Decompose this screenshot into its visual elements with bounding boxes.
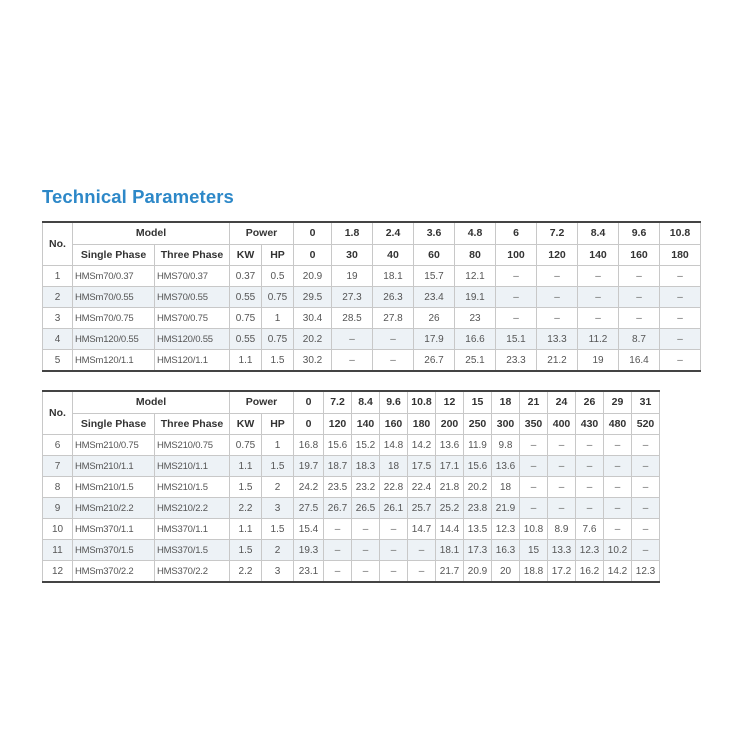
head-value: – xyxy=(578,287,619,308)
flow-header-bottom: 140 xyxy=(352,413,380,435)
head-value: 26 xyxy=(414,308,455,329)
flow-header-bottom: 520 xyxy=(632,413,660,435)
head-value: 15.6 xyxy=(464,456,492,477)
head-value: 19 xyxy=(332,266,373,287)
flow-header-bottom: 200 xyxy=(436,413,464,435)
flow-header-top: 3.6 xyxy=(414,222,455,244)
head-value: – xyxy=(632,498,660,519)
row-number: 6 xyxy=(43,435,73,456)
head-value: 19.7 xyxy=(294,456,324,477)
head-value: – xyxy=(520,477,548,498)
head-value: – xyxy=(520,435,548,456)
head-value: 18.1 xyxy=(436,540,464,561)
row-number: 1 xyxy=(43,266,73,287)
hp-header: HP xyxy=(262,413,294,435)
kw-value: 1.1 xyxy=(230,456,262,477)
flow-header-top: 29 xyxy=(604,391,632,413)
head-value: – xyxy=(352,519,380,540)
three-phase-model: HMS370/1.5 xyxy=(155,540,230,561)
table-row xyxy=(43,329,701,350)
head-value: 23.4 xyxy=(414,287,455,308)
head-value: 25.2 xyxy=(436,498,464,519)
head-value: 17.2 xyxy=(548,561,576,583)
head-value: – xyxy=(380,561,408,583)
head-value: – xyxy=(373,350,414,372)
head-value: – xyxy=(332,350,373,372)
single-phase-model: HMSm210/0.75 xyxy=(73,435,155,456)
three-phase-model: HMS70/0.37 xyxy=(155,266,230,287)
head-value: 21.2 xyxy=(537,350,578,372)
hp-value: 0.75 xyxy=(262,287,294,308)
flow-header-top: 8.4 xyxy=(578,222,619,244)
flow-header-bottom: 300 xyxy=(492,413,520,435)
head-value: 14.2 xyxy=(408,435,436,456)
head-value: 8.9 xyxy=(548,519,576,540)
flow-header-bottom: 120 xyxy=(537,244,578,266)
head-value: 18.8 xyxy=(520,561,548,583)
head-value: – xyxy=(604,456,632,477)
head-value: – xyxy=(373,329,414,350)
head-value: – xyxy=(604,435,632,456)
three-phase-header: Three Phase xyxy=(155,413,230,435)
head-value: 27.8 xyxy=(373,308,414,329)
hp-value: 0.75 xyxy=(262,329,294,350)
head-value: 27.3 xyxy=(332,287,373,308)
head-value: 30.2 xyxy=(294,350,332,372)
row-number: 2 xyxy=(43,287,73,308)
head-value: 15.1 xyxy=(496,329,537,350)
head-value: 19.1 xyxy=(455,287,496,308)
kw-value: 2.2 xyxy=(230,561,262,583)
head-value: 13.3 xyxy=(537,329,578,350)
kw-value: 0.75 xyxy=(230,308,262,329)
head-value: – xyxy=(632,477,660,498)
head-value: – xyxy=(576,498,604,519)
flow-header-bottom: 180 xyxy=(408,413,436,435)
head-value: – xyxy=(332,329,373,350)
flow-header-top: 24 xyxy=(548,391,576,413)
head-value: 23.1 xyxy=(294,561,324,583)
head-value: 26.1 xyxy=(380,498,408,519)
flow-header-top: 15 xyxy=(464,391,492,413)
single-phase-model: HMSm70/0.75 xyxy=(73,308,155,329)
head-value: 20.2 xyxy=(294,329,332,350)
table-row xyxy=(43,435,660,456)
three-phase-model: HMS210/2.2 xyxy=(155,498,230,519)
head-value: 9.8 xyxy=(492,435,520,456)
flow-header-bottom: 140 xyxy=(578,244,619,266)
kw-value: 0.37 xyxy=(230,266,262,287)
flow-header-bottom: 80 xyxy=(455,244,496,266)
head-value: 20 xyxy=(492,561,520,583)
head-value: 18.1 xyxy=(373,266,414,287)
flow-header-bottom: 250 xyxy=(464,413,492,435)
head-value: 17.3 xyxy=(464,540,492,561)
flow-header-top: 0 xyxy=(294,222,332,244)
head-value: 26.5 xyxy=(352,498,380,519)
three-phase-model: HMS70/0.75 xyxy=(155,308,230,329)
head-value: – xyxy=(496,266,537,287)
table-row xyxy=(43,561,660,583)
head-value: 20.2 xyxy=(464,477,492,498)
head-value: – xyxy=(632,435,660,456)
power-header: Power xyxy=(230,222,294,244)
head-value: 16.4 xyxy=(619,350,660,372)
head-value: 26.7 xyxy=(414,350,455,372)
head-value: 26.3 xyxy=(373,287,414,308)
flow-header-bottom: 30 xyxy=(332,244,373,266)
no-header: No. xyxy=(43,391,73,435)
flow-header-bottom: 60 xyxy=(414,244,455,266)
head-value: – xyxy=(619,266,660,287)
head-value: 11.9 xyxy=(464,435,492,456)
head-value: 15 xyxy=(520,540,548,561)
kw-value: 0.55 xyxy=(230,329,262,350)
head-value: 21.9 xyxy=(492,498,520,519)
head-value: 11.2 xyxy=(578,329,619,350)
flow-header-top: 26 xyxy=(576,391,604,413)
head-value: 17.1 xyxy=(436,456,464,477)
three-phase-model: HMS70/0.55 xyxy=(155,287,230,308)
hp-value: 1.5 xyxy=(262,519,294,540)
head-value: 12.3 xyxy=(492,519,520,540)
single-phase-model: HMSm370/2.2 xyxy=(73,561,155,583)
single-phase-header: Single Phase xyxy=(73,244,155,266)
flow-header-top: 10.8 xyxy=(408,391,436,413)
head-value: – xyxy=(520,456,548,477)
table-row xyxy=(43,266,701,287)
table-row xyxy=(43,498,660,519)
power-header: Power xyxy=(230,391,294,413)
head-value: 25.1 xyxy=(455,350,496,372)
head-value: 17.9 xyxy=(414,329,455,350)
head-value: – xyxy=(408,540,436,561)
row-number: 12 xyxy=(43,561,73,583)
head-value: 21.7 xyxy=(436,561,464,583)
kw-value: 1.1 xyxy=(230,350,262,372)
head-value: 15.6 xyxy=(324,435,352,456)
head-value: 13.5 xyxy=(464,519,492,540)
flow-header-top: 0 xyxy=(294,391,324,413)
hp-value: 1.5 xyxy=(262,456,294,477)
table-row xyxy=(43,350,701,372)
head-value: 23.2 xyxy=(352,477,380,498)
head-value: – xyxy=(324,561,352,583)
table-row xyxy=(43,308,701,329)
three-phase-model: HMS120/0.55 xyxy=(155,329,230,350)
flow-header-top: 7.2 xyxy=(324,391,352,413)
head-value: – xyxy=(548,477,576,498)
flow-header-bottom: 40 xyxy=(373,244,414,266)
table-row xyxy=(43,287,701,308)
head-value: – xyxy=(548,456,576,477)
row-number: 4 xyxy=(43,329,73,350)
kw-value: 0.75 xyxy=(230,435,262,456)
three-phase-model: HMS210/1.5 xyxy=(155,477,230,498)
head-value: – xyxy=(537,266,578,287)
head-value: 29.5 xyxy=(294,287,332,308)
head-value: 20.9 xyxy=(294,266,332,287)
head-value: 12.1 xyxy=(455,266,496,287)
kw-header: KW xyxy=(230,244,262,266)
head-value: 23.5 xyxy=(324,477,352,498)
hp-value: 0.5 xyxy=(262,266,294,287)
head-value: 27.5 xyxy=(294,498,324,519)
head-value: – xyxy=(576,435,604,456)
head-value: – xyxy=(604,498,632,519)
row-number: 9 xyxy=(43,498,73,519)
head-value: 15.2 xyxy=(352,435,380,456)
head-value: 24.2 xyxy=(294,477,324,498)
three-phase-model: HMS210/0.75 xyxy=(155,435,230,456)
hp-value: 3 xyxy=(262,498,294,519)
parameters-table-2 xyxy=(42,390,660,583)
head-value: 18 xyxy=(380,456,408,477)
kw-header: KW xyxy=(230,413,262,435)
row-number: 5 xyxy=(43,350,73,372)
head-value: 19.3 xyxy=(294,540,324,561)
head-value: 17.5 xyxy=(408,456,436,477)
flow-header-top: 4.8 xyxy=(455,222,496,244)
head-value: – xyxy=(496,287,537,308)
flow-header-bottom: 480 xyxy=(604,413,632,435)
flow-header-top: 9.6 xyxy=(380,391,408,413)
head-value: – xyxy=(537,287,578,308)
table-row xyxy=(43,519,660,540)
head-value: – xyxy=(619,308,660,329)
head-value: – xyxy=(520,498,548,519)
head-value: – xyxy=(660,266,701,287)
row-number: 7 xyxy=(43,456,73,477)
row-number: 3 xyxy=(43,308,73,329)
hp-value: 1.5 xyxy=(262,350,294,372)
head-value: 18.3 xyxy=(352,456,380,477)
table-row xyxy=(43,456,660,477)
single-phase-model: HMSm210/1.1 xyxy=(73,456,155,477)
three-phase-model: HMS370/1.1 xyxy=(155,519,230,540)
head-value: 22.4 xyxy=(408,477,436,498)
head-value: 13.6 xyxy=(436,435,464,456)
head-value: 16.3 xyxy=(492,540,520,561)
parameters-table-1 xyxy=(42,221,701,372)
head-value: 14.2 xyxy=(604,561,632,583)
head-value: – xyxy=(548,435,576,456)
head-value: 20.9 xyxy=(464,561,492,583)
flow-header-bottom: 0 xyxy=(294,244,332,266)
single-phase-model: HMSm210/2.2 xyxy=(73,498,155,519)
head-value: – xyxy=(496,308,537,329)
head-value: – xyxy=(576,477,604,498)
head-value: 14.4 xyxy=(436,519,464,540)
kw-value: 1.5 xyxy=(230,540,262,561)
model-header: Model xyxy=(73,222,230,244)
header-row xyxy=(43,222,701,244)
head-value: 16.2 xyxy=(576,561,604,583)
head-value: 14.8 xyxy=(380,435,408,456)
flow-header-top: 31 xyxy=(632,391,660,413)
single-phase-header: Single Phase xyxy=(73,413,155,435)
flow-header-top: 18 xyxy=(492,391,520,413)
head-value: – xyxy=(604,477,632,498)
table-row xyxy=(43,540,660,561)
head-value: – xyxy=(380,540,408,561)
kw-value: 1.1 xyxy=(230,519,262,540)
single-phase-model: HMSm120/1.1 xyxy=(73,350,155,372)
hp-value: 2 xyxy=(262,477,294,498)
head-value: – xyxy=(408,561,436,583)
flow-header-top: 21 xyxy=(520,391,548,413)
head-value: – xyxy=(324,519,352,540)
page-title: Technical Parameters xyxy=(42,186,234,207)
flow-header-bottom: 350 xyxy=(520,413,548,435)
head-value: 16.6 xyxy=(455,329,496,350)
hp-value: 3 xyxy=(262,561,294,583)
head-value: – xyxy=(632,540,660,561)
head-value: – xyxy=(578,308,619,329)
kw-value: 0.55 xyxy=(230,287,262,308)
header-row xyxy=(43,413,660,435)
head-value: – xyxy=(632,456,660,477)
header-row xyxy=(43,391,660,413)
head-value: 18.7 xyxy=(324,456,352,477)
kw-value: 1.5 xyxy=(230,477,262,498)
model-header: Model xyxy=(73,391,230,413)
flow-header-bottom: 0 xyxy=(294,413,324,435)
three-phase-header: Three Phase xyxy=(155,244,230,266)
head-value: 10.8 xyxy=(520,519,548,540)
flow-header-bottom: 160 xyxy=(619,244,660,266)
hp-value: 2 xyxy=(262,540,294,561)
row-number: 11 xyxy=(43,540,73,561)
head-value: 25.7 xyxy=(408,498,436,519)
head-value: – xyxy=(619,287,660,308)
head-value: 13.6 xyxy=(492,456,520,477)
head-value: 10.2 xyxy=(604,540,632,561)
hp-value: 1 xyxy=(262,308,294,329)
head-value: 12.3 xyxy=(576,540,604,561)
flow-header-top: 10.8 xyxy=(660,222,701,244)
head-value: 22.8 xyxy=(380,477,408,498)
head-value: – xyxy=(324,540,352,561)
flow-header-bottom: 180 xyxy=(660,244,701,266)
head-value: – xyxy=(576,456,604,477)
head-value: 13.3 xyxy=(548,540,576,561)
flow-header-top: 6 xyxy=(496,222,537,244)
kw-value: 2.2 xyxy=(230,498,262,519)
head-value: 15.7 xyxy=(414,266,455,287)
head-value: – xyxy=(660,350,701,372)
hp-header: HP xyxy=(262,244,294,266)
hp-value: 1 xyxy=(262,435,294,456)
head-value: 21.8 xyxy=(436,477,464,498)
head-value: – xyxy=(632,519,660,540)
head-value: – xyxy=(352,561,380,583)
head-value: 19 xyxy=(578,350,619,372)
head-value: 18 xyxy=(492,477,520,498)
head-value: 12.3 xyxy=(632,561,660,583)
head-value: – xyxy=(604,519,632,540)
no-header: No. xyxy=(43,222,73,266)
flow-header-top: 8.4 xyxy=(352,391,380,413)
row-number: 10 xyxy=(43,519,73,540)
single-phase-model: HMSm120/0.55 xyxy=(73,329,155,350)
head-value: 23.8 xyxy=(464,498,492,519)
three-phase-model: HMS120/1.1 xyxy=(155,350,230,372)
head-value: – xyxy=(380,519,408,540)
flow-header-top: 7.2 xyxy=(537,222,578,244)
flow-header-bottom: 100 xyxy=(496,244,537,266)
flow-header-top: 2.4 xyxy=(373,222,414,244)
flow-header-bottom: 400 xyxy=(548,413,576,435)
head-value: – xyxy=(578,266,619,287)
single-phase-model: HMSm370/1.1 xyxy=(73,519,155,540)
head-value: – xyxy=(660,308,701,329)
single-phase-model: HMSm210/1.5 xyxy=(73,477,155,498)
head-value: 8.7 xyxy=(619,329,660,350)
head-value: 30.4 xyxy=(294,308,332,329)
flow-header-top: 9.6 xyxy=(619,222,660,244)
single-phase-model: HMSm70/0.37 xyxy=(73,266,155,287)
head-value: 26.7 xyxy=(324,498,352,519)
flow-header-top: 12 xyxy=(436,391,464,413)
three-phase-model: HMS370/2.2 xyxy=(155,561,230,583)
head-value: 7.6 xyxy=(576,519,604,540)
row-number: 8 xyxy=(43,477,73,498)
head-value: 14.7 xyxy=(408,519,436,540)
head-value: 28.5 xyxy=(332,308,373,329)
head-value: 23.3 xyxy=(496,350,537,372)
head-value: 16.8 xyxy=(294,435,324,456)
header-row xyxy=(43,244,701,266)
head-value: – xyxy=(537,308,578,329)
table-row xyxy=(43,477,660,498)
flow-header-bottom: 160 xyxy=(380,413,408,435)
single-phase-model: HMSm70/0.55 xyxy=(73,287,155,308)
three-phase-model: HMS210/1.1 xyxy=(155,456,230,477)
flow-header-bottom: 120 xyxy=(324,413,352,435)
head-value: – xyxy=(352,540,380,561)
head-value: – xyxy=(548,498,576,519)
single-phase-model: HMSm370/1.5 xyxy=(73,540,155,561)
flow-header-bottom: 430 xyxy=(576,413,604,435)
head-value: 15.4 xyxy=(294,519,324,540)
head-value: – xyxy=(660,287,701,308)
head-value: 23 xyxy=(455,308,496,329)
head-value: – xyxy=(660,329,701,350)
flow-header-top: 1.8 xyxy=(332,222,373,244)
